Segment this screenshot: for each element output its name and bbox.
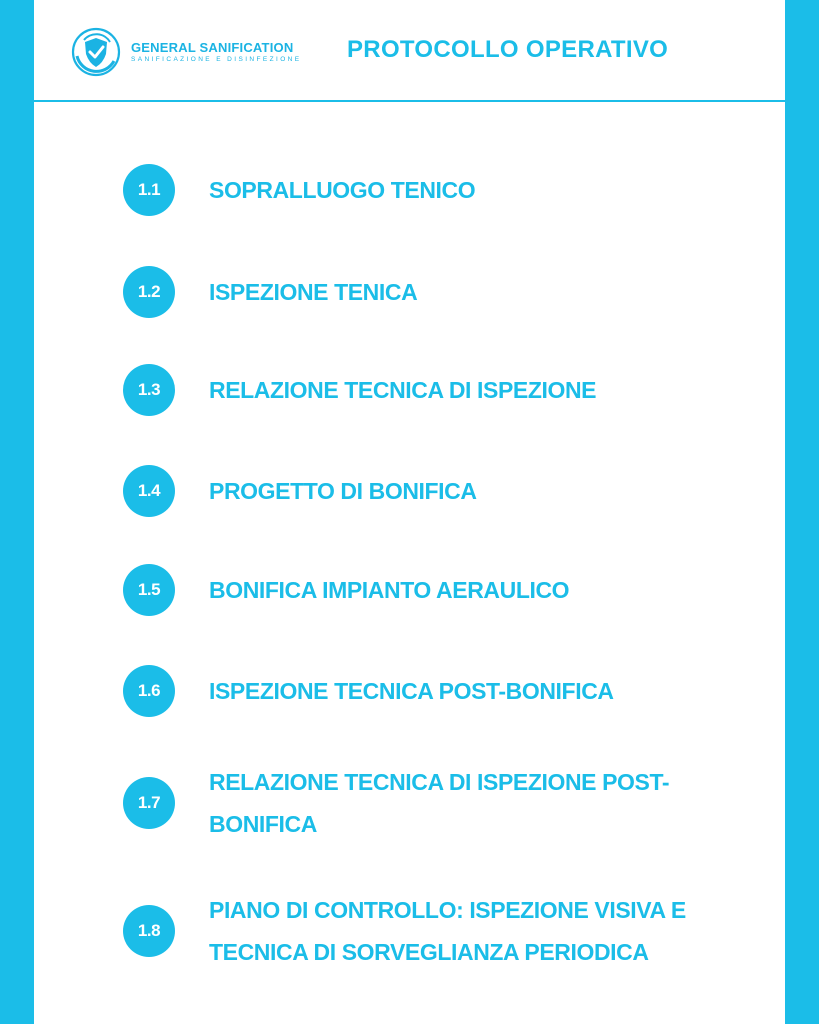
- step-number-badge: 1.6: [123, 665, 175, 717]
- step-1-4: [123, 465, 477, 517]
- step-number-badge: 1.1: [123, 164, 175, 216]
- step-number-badge: 1.7: [123, 777, 175, 829]
- brand-tagline: SANIFICAZIONE E DISINFEZIONE: [131, 56, 302, 63]
- brand-name: GENERAL SANIFICATION: [131, 40, 294, 55]
- page-title: PROTOCOLLO OPERATIVO: [347, 36, 669, 63]
- step-label: RELAZIONE TECNICA DI ISPEZIONE POST-BONIFICA: [209, 769, 670, 837]
- step-number-badge: 1.5: [123, 564, 175, 616]
- logo: [70, 26, 302, 78]
- step-1-3: [123, 364, 597, 416]
- step-1-8: [123, 897, 686, 965]
- header: [34, 0, 785, 102]
- step-1-6: [123, 665, 614, 717]
- step-label: RELAZIONE TECNICA DI ISPEZIONE: [209, 377, 597, 403]
- step-label: BONIFICA IMPIANTO AERAULICO: [209, 577, 570, 603]
- step-number-badge: 1.3: [123, 364, 175, 416]
- step-label: PROGETTO DI BONIFICA: [209, 478, 477, 504]
- step-1-5: [123, 564, 570, 616]
- step-1-1: [123, 164, 476, 216]
- step-1-7: [123, 769, 670, 837]
- step-label: ISPEZIONE TENICA: [209, 279, 418, 305]
- step-1-2: [123, 266, 418, 318]
- logo-text: [131, 40, 302, 64]
- step-label: ISPEZIONE TECNICA POST-BONIFICA: [209, 678, 614, 704]
- shield-logo-icon: [70, 26, 122, 78]
- step-number-badge: 1.2: [123, 266, 175, 318]
- step-number-badge: 1.8: [123, 905, 175, 957]
- step-number-badge: 1.4: [123, 465, 175, 517]
- step-label: SOPRALLUOGO TENICO: [209, 177, 476, 203]
- document-card: [34, 0, 785, 1024]
- step-label: PIANO DI CONTROLLO: ISPEZIONE VISIVA E TECNICA DI SORVEGLIANZA PERIODICA: [209, 897, 686, 965]
